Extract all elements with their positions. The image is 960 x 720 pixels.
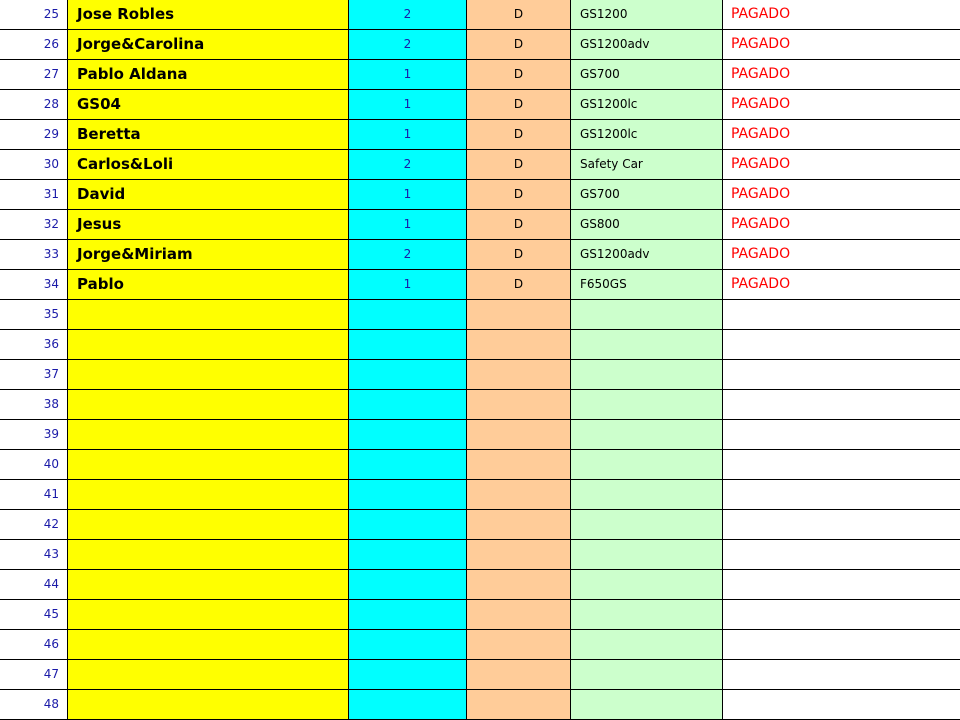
name-cell[interactable] — [68, 360, 349, 390]
payment-status-cell[interactable]: PAGADO — [723, 270, 960, 300]
name-cell[interactable]: Jorge&Miriam — [68, 240, 349, 270]
d-cell[interactable] — [467, 690, 571, 720]
quantity-cell[interactable]: 1 — [349, 90, 467, 120]
quantity-cell[interactable] — [349, 390, 467, 420]
name-cell[interactable] — [68, 600, 349, 630]
table-row — [0, 480, 960, 510]
table-row — [0, 300, 960, 330]
d-cell[interactable]: D — [467, 0, 571, 30]
payment-status-cell[interactable]: PAGADO — [723, 150, 960, 180]
table-row — [0, 450, 960, 480]
name-cell[interactable] — [68, 660, 349, 690]
row-number: 45 — [0, 600, 68, 630]
table-row — [0, 30, 960, 60]
d-cell[interactable]: D — [467, 30, 571, 60]
motorcycle-cell[interactable]: GS700 — [571, 60, 723, 90]
row-number: 35 — [0, 300, 68, 330]
payment-status-cell[interactable]: PAGADO — [723, 210, 960, 240]
d-cell[interactable] — [467, 360, 571, 390]
quantity-cell[interactable]: 1 — [349, 180, 467, 210]
d-cell[interactable] — [467, 480, 571, 510]
quantity-cell[interactable]: 2 — [349, 150, 467, 180]
d-cell[interactable] — [467, 660, 571, 690]
row-number: 37 — [0, 360, 68, 390]
name-cell[interactable]: Jorge&Carolina — [68, 30, 349, 60]
name-cell[interactable]: Pablo Aldana — [68, 60, 349, 90]
name-cell[interactable]: Pablo — [68, 270, 349, 300]
motorcycle-cell[interactable] — [571, 600, 723, 630]
row-number: 26 — [0, 30, 68, 60]
d-cell[interactable] — [467, 630, 571, 660]
motorcycle-cell[interactable] — [571, 480, 723, 510]
quantity-cell[interactable]: 1 — [349, 210, 467, 240]
motorcycle-cell[interactable] — [571, 660, 723, 690]
d-cell[interactable] — [467, 300, 571, 330]
row-number: 29 — [0, 120, 68, 150]
quantity-cell[interactable] — [349, 600, 467, 630]
table-row — [0, 150, 960, 180]
name-cell[interactable] — [68, 450, 349, 480]
payment-status-cell[interactable]: PAGADO — [723, 30, 960, 60]
motorcycle-cell[interactable] — [571, 360, 723, 390]
row-number: 48 — [0, 690, 68, 720]
payment-status-cell[interactable]: PAGADO — [723, 60, 960, 90]
row-number: 40 — [0, 450, 68, 480]
name-cell[interactable] — [68, 420, 349, 450]
quantity-cell[interactable]: 1 — [349, 270, 467, 300]
payment-status-cell[interactable] — [723, 480, 960, 510]
quantity-cell[interactable] — [349, 480, 467, 510]
quantity-cell[interactable] — [349, 510, 467, 540]
name-cell[interactable]: David — [68, 180, 349, 210]
table-row — [0, 360, 960, 390]
d-cell[interactable] — [467, 540, 571, 570]
payment-status-cell[interactable] — [723, 360, 960, 390]
name-cell[interactable] — [68, 510, 349, 540]
payment-status-cell[interactable]: PAGADO — [723, 90, 960, 120]
name-cell[interactable] — [68, 540, 349, 570]
motorcycle-cell[interactable] — [571, 300, 723, 330]
name-cell[interactable]: GS04 — [68, 90, 349, 120]
payment-status-cell[interactable] — [723, 420, 960, 450]
table-row — [0, 270, 960, 300]
row-number: 42 — [0, 510, 68, 540]
name-cell[interactable] — [68, 690, 349, 720]
table-row — [0, 330, 960, 360]
row-number: 27 — [0, 60, 68, 90]
row-number: 34 — [0, 270, 68, 300]
payment-status-cell[interactable] — [723, 630, 960, 660]
table-row — [0, 630, 960, 660]
d-cell[interactable] — [467, 330, 571, 360]
table-row — [0, 240, 960, 270]
d-cell[interactable]: D — [467, 60, 571, 90]
name-cell[interactable] — [68, 630, 349, 660]
motorcycle-cell[interactable]: GS800 — [571, 210, 723, 240]
d-cell[interactable] — [467, 570, 571, 600]
d-cell[interactable] — [467, 510, 571, 540]
row-number: 44 — [0, 570, 68, 600]
row-number: 46 — [0, 630, 68, 660]
motorcycle-cell[interactable]: GS1200adv — [571, 30, 723, 60]
row-number: 30 — [0, 150, 68, 180]
payment-status-cell[interactable] — [723, 390, 960, 420]
d-cell[interactable]: D — [467, 90, 571, 120]
row-number: 47 — [0, 660, 68, 690]
name-cell[interactable] — [68, 570, 349, 600]
name-cell[interactable]: Carlos&Loli — [68, 150, 349, 180]
motorcycle-cell[interactable] — [571, 540, 723, 570]
name-cell[interactable]: Jose Robles — [68, 0, 349, 30]
table-row — [0, 90, 960, 120]
motorcycle-cell[interactable]: GS700 — [571, 180, 723, 210]
quantity-cell[interactable] — [349, 690, 467, 720]
quantity-cell[interactable] — [349, 570, 467, 600]
d-cell[interactable] — [467, 600, 571, 630]
quantity-cell[interactable] — [349, 300, 467, 330]
quantity-cell[interactable] — [349, 540, 467, 570]
name-cell[interactable] — [68, 480, 349, 510]
quantity-cell[interactable] — [349, 630, 467, 660]
motorcycle-cell[interactable] — [571, 420, 723, 450]
d-cell[interactable]: D — [467, 150, 571, 180]
payment-status-cell[interactable] — [723, 570, 960, 600]
quantity-cell[interactable] — [349, 360, 467, 390]
row-number: 32 — [0, 210, 68, 240]
quantity-cell[interactable]: 1 — [349, 60, 467, 90]
row-number: 36 — [0, 330, 68, 360]
table-row — [0, 390, 960, 420]
table-row — [0, 60, 960, 90]
payment-status-cell[interactable] — [723, 540, 960, 570]
quantity-cell[interactable] — [349, 660, 467, 690]
table-row — [0, 600, 960, 630]
row-number: 28 — [0, 90, 68, 120]
payment-status-cell[interactable] — [723, 330, 960, 360]
table-row — [0, 510, 960, 540]
row-number: 31 — [0, 180, 68, 210]
quantity-cell[interactable] — [349, 330, 467, 360]
row-number: 43 — [0, 540, 68, 570]
table-row — [0, 540, 960, 570]
table-row — [0, 660, 960, 690]
row-number: 25 — [0, 0, 68, 30]
table-row — [0, 690, 960, 720]
name-cell[interactable] — [68, 390, 349, 420]
payment-status-cell[interactable]: PAGADO — [723, 240, 960, 270]
d-cell[interactable]: D — [467, 240, 571, 270]
payment-status-cell[interactable]: PAGADO — [723, 0, 960, 30]
d-cell[interactable]: D — [467, 270, 571, 300]
quantity-cell[interactable] — [349, 420, 467, 450]
name-cell[interactable]: Beretta — [68, 120, 349, 150]
table-row — [0, 570, 960, 600]
name-cell[interactable] — [68, 330, 349, 360]
motorcycle-cell[interactable] — [571, 510, 723, 540]
payment-status-cell[interactable] — [723, 450, 960, 480]
motorcycle-cell[interactable]: GS1200lc — [571, 90, 723, 120]
table-row — [0, 180, 960, 210]
motorcycle-cell[interactable] — [571, 690, 723, 720]
table-row — [0, 210, 960, 240]
motorcycle-cell[interactable]: F650GS — [571, 270, 723, 300]
d-cell[interactable] — [467, 420, 571, 450]
payment-status-cell[interactable] — [723, 660, 960, 690]
quantity-cell[interactable]: 2 — [349, 0, 467, 30]
motorcycle-cell[interactable]: Safety Car — [571, 150, 723, 180]
name-cell[interactable] — [68, 300, 349, 330]
d-cell[interactable]: D — [467, 210, 571, 240]
row-number: 38 — [0, 390, 68, 420]
row-number: 33 — [0, 240, 68, 270]
motorcycle-cell[interactable] — [571, 570, 723, 600]
motorcycle-cell[interactable]: GS1200 — [571, 0, 723, 30]
quantity-cell[interactable]: 2 — [349, 30, 467, 60]
name-cell[interactable]: Jesus — [68, 210, 349, 240]
payment-status-cell[interactable] — [723, 300, 960, 330]
payment-status-cell[interactable]: PAGADO — [723, 180, 960, 210]
row-number: 41 — [0, 480, 68, 510]
quantity-cell[interactable] — [349, 450, 467, 480]
motorcycle-cell[interactable]: GS1200adv — [571, 240, 723, 270]
quantity-cell[interactable]: 1 — [349, 120, 467, 150]
payment-status-cell[interactable]: PAGADO — [723, 120, 960, 150]
d-cell[interactable] — [467, 450, 571, 480]
motorcycle-cell[interactable]: GS1200lc — [571, 120, 723, 150]
table-row — [0, 420, 960, 450]
payment-status-cell[interactable] — [723, 600, 960, 630]
motorcycle-cell[interactable] — [571, 330, 723, 360]
d-cell[interactable]: D — [467, 180, 571, 210]
motorcycle-cell[interactable] — [571, 450, 723, 480]
d-cell[interactable]: D — [467, 120, 571, 150]
d-cell[interactable] — [467, 390, 571, 420]
motorcycle-cell[interactable] — [571, 630, 723, 660]
quantity-cell[interactable]: 2 — [349, 240, 467, 270]
payment-status-cell[interactable] — [723, 510, 960, 540]
payment-status-cell[interactable] — [723, 690, 960, 720]
table-row — [0, 120, 960, 150]
row-number: 39 — [0, 420, 68, 450]
motorcycle-cell[interactable] — [571, 390, 723, 420]
table-row — [0, 0, 960, 30]
